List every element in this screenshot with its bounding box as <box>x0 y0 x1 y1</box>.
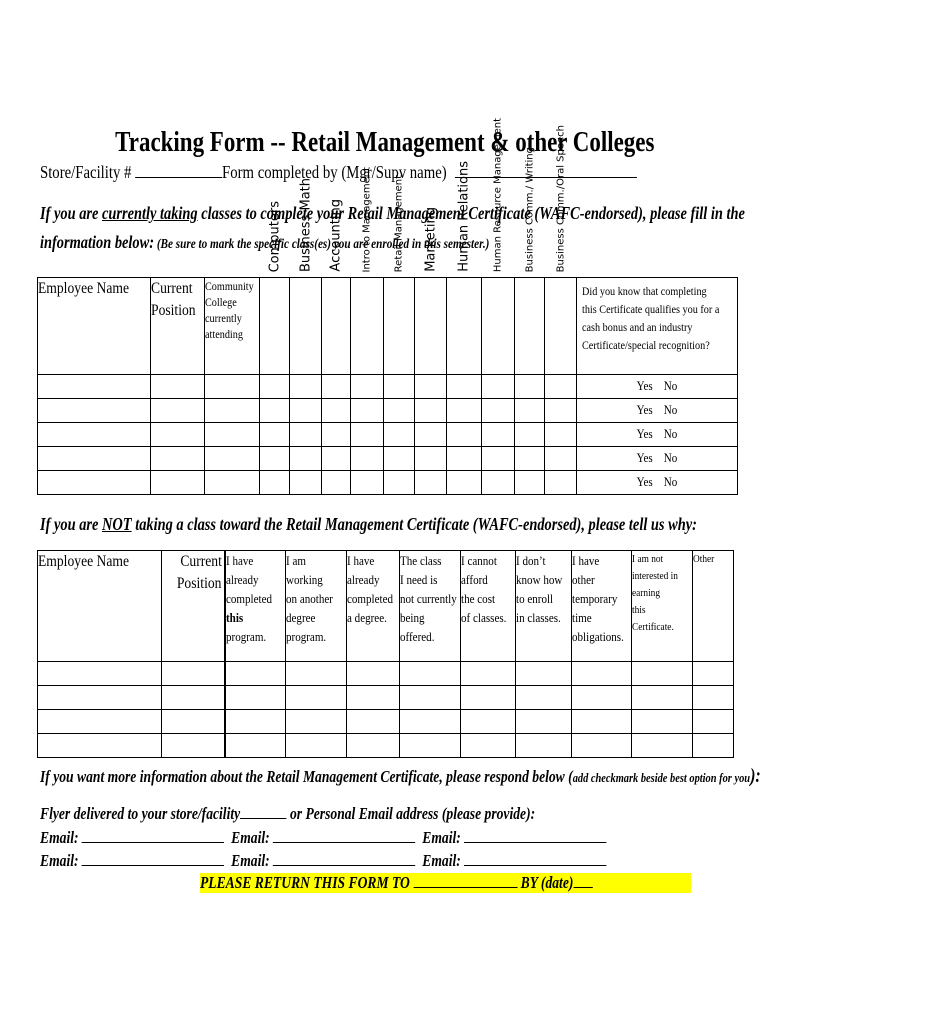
table1-header-row <box>38 278 738 375</box>
class-checkbox[interactable] <box>447 399 482 423</box>
reason-checkbox[interactable] <box>225 686 286 710</box>
reason-other-header: Other <box>693 551 734 662</box>
email-field[interactable] <box>273 829 415 843</box>
reason-working-another-header: I am working on another degree program. <box>286 551 347 662</box>
reason-checkbox[interactable] <box>572 686 632 710</box>
class-checkbox[interactable] <box>322 447 351 471</box>
employee-name-cell[interactable] <box>38 710 162 734</box>
reason-checkbox[interactable] <box>347 662 400 686</box>
class-checkbox[interactable] <box>415 447 447 471</box>
reason-checkbox[interactable] <box>693 686 734 710</box>
position-cell[interactable] <box>151 399 205 423</box>
email-row-2 <box>40 851 748 871</box>
class-checkbox[interactable] <box>447 375 482 399</box>
reason-temp-obligations-header: I have other temporary time obligations. <box>572 551 632 662</box>
reason-cannot-afford-header: I cannot afford the cost of classes. <box>461 551 516 662</box>
class-checkbox[interactable] <box>545 375 577 399</box>
class-header-comm-oral: Business Comm./Oral Speech <box>545 278 577 375</box>
reason-checkbox[interactable] <box>400 686 461 710</box>
employee-name-cell[interactable] <box>38 686 162 710</box>
class-checkbox[interactable] <box>384 423 415 447</box>
college-cell[interactable] <box>205 399 260 423</box>
class-checkbox[interactable] <box>482 423 515 447</box>
class-checkbox[interactable] <box>260 423 290 447</box>
class-checkbox[interactable] <box>290 375 322 399</box>
table-row <box>38 423 738 447</box>
class-checkbox[interactable] <box>415 375 447 399</box>
position-cell[interactable] <box>151 375 205 399</box>
employee-name-header: Employee Name <box>38 551 162 662</box>
class-checkbox[interactable] <box>415 399 447 423</box>
position-cell[interactable] <box>151 447 205 471</box>
reason-checkbox[interactable] <box>632 734 693 758</box>
reason-checkbox[interactable] <box>347 686 400 710</box>
class-checkbox[interactable] <box>447 423 482 447</box>
class-checkbox[interactable] <box>351 471 384 495</box>
class-checkbox[interactable] <box>260 447 290 471</box>
flyer-label: Flyer delivered to your store/facility <box>40 804 241 823</box>
class-checkbox[interactable] <box>415 471 447 495</box>
reason-checkbox[interactable] <box>516 710 572 734</box>
yes-no-choice[interactable]: Yes No <box>577 399 738 423</box>
employee-name-cell[interactable] <box>38 423 151 447</box>
return-form-line: PLEASE RETURN THIS FORM TO BY (date) <box>200 873 691 893</box>
class-checkbox[interactable] <box>351 423 384 447</box>
current-position-header: Current Position <box>162 551 225 662</box>
college-cell[interactable] <box>205 447 260 471</box>
class-checkbox[interactable] <box>447 447 482 471</box>
class-checkbox[interactable] <box>545 471 577 495</box>
class-header-retail-management: Retail Management <box>384 278 415 375</box>
store-facility-field[interactable] <box>135 163 222 178</box>
reason-not-offered-header: The class I need is not currently being offered. <box>400 551 461 662</box>
class-header-computers: Computers <box>260 278 290 375</box>
reason-checkbox[interactable] <box>516 662 572 686</box>
class-checkbox[interactable] <box>515 399 545 423</box>
employee-name-cell[interactable] <box>38 662 162 686</box>
college-cell[interactable] <box>205 375 260 399</box>
position-cell[interactable] <box>162 710 225 734</box>
class-checkbox[interactable] <box>260 375 290 399</box>
class-checkbox[interactable] <box>415 423 447 447</box>
class-checkbox[interactable] <box>482 471 515 495</box>
class-checkbox[interactable] <box>515 375 545 399</box>
position-cell[interactable] <box>151 423 205 447</box>
email-label: Email: <box>422 828 461 847</box>
class-checkbox[interactable] <box>384 399 415 423</box>
more-info-line: If you want more information about the Retail Management Certificate, please respond below (add checkmark beside best option for you): <box>40 765 761 787</box>
reason-checkbox[interactable] <box>400 710 461 734</box>
reason-checkbox[interactable] <box>461 710 516 734</box>
table-row <box>38 375 738 399</box>
class-checkbox[interactable] <box>322 423 351 447</box>
employee-name-header: Employee Name <box>38 278 151 375</box>
yes-no-choice[interactable]: Yes No <box>577 471 738 495</box>
section2-instruction: If you are NOT taking a class toward the Retail Management Certificate (WAFC-endorsed), please tell us why: <box>40 514 697 534</box>
flyer-checkbox-field[interactable] <box>240 805 286 819</box>
page-title: Tracking Form -- Retail Management & other Colleges <box>115 127 655 158</box>
reason-checkbox[interactable] <box>225 710 286 734</box>
table-row <box>38 686 734 710</box>
employee-name-cell[interactable] <box>38 399 151 423</box>
reason-checkbox[interactable] <box>225 662 286 686</box>
employee-name-cell[interactable] <box>38 447 151 471</box>
yes-no-choice[interactable]: Yes No <box>577 375 738 399</box>
email-field[interactable] <box>82 852 224 866</box>
reason-checkbox[interactable] <box>400 734 461 758</box>
manager-name-field[interactable] <box>455 163 637 178</box>
reason-checkbox[interactable] <box>516 686 572 710</box>
reason-checkbox[interactable] <box>347 710 400 734</box>
class-checkbox[interactable] <box>322 375 351 399</box>
class-checkbox[interactable] <box>322 399 351 423</box>
class-header-intro-management: Intro to Management <box>351 278 384 375</box>
yes-no-choice[interactable]: Yes No <box>577 423 738 447</box>
reason-checkbox[interactable] <box>286 710 347 734</box>
reason-checkbox[interactable] <box>632 686 693 710</box>
community-college-header: Community College currently attending <box>205 278 260 375</box>
reason-checkbox[interactable] <box>461 734 516 758</box>
class-checkbox[interactable] <box>260 471 290 495</box>
class-header-human-relations: Human Relations <box>447 278 482 375</box>
reason-checkbox[interactable] <box>572 662 632 686</box>
yes-no-choice[interactable]: Yes No <box>577 447 738 471</box>
class-checkbox[interactable] <box>290 399 322 423</box>
class-checkbox[interactable] <box>260 399 290 423</box>
class-checkbox[interactable] <box>545 447 577 471</box>
reason-checkbox[interactable] <box>693 662 734 686</box>
class-checkbox[interactable] <box>482 375 515 399</box>
section1-instruction-line2: information below: (Be sure to mark the specific class(es) you are enrolled in this semester.) <box>40 232 490 252</box>
position-cell[interactable] <box>162 686 225 710</box>
return-to-field[interactable] <box>413 874 517 888</box>
class-header-business-math: Business Math <box>290 278 322 375</box>
table-row <box>38 471 738 495</box>
class-checkbox[interactable] <box>447 471 482 495</box>
current-position-header: Current Position <box>151 278 205 375</box>
employee-name-cell[interactable] <box>38 734 162 758</box>
flyer-line: Flyer delivered to your store/facility or Personal Email address (please provide): <box>40 804 536 823</box>
reason-checkbox[interactable] <box>693 734 734 758</box>
class-checkbox[interactable] <box>351 447 384 471</box>
reason-checkbox[interactable] <box>572 710 632 734</box>
college-cell[interactable] <box>205 423 260 447</box>
class-checkbox[interactable] <box>290 471 322 495</box>
position-cell[interactable] <box>151 471 205 495</box>
table-row <box>38 734 734 758</box>
reason-have-degree-header: I have already completed a degree. <box>347 551 400 662</box>
reason-checkbox[interactable] <box>347 734 400 758</box>
employee-name-cell[interactable] <box>38 471 151 495</box>
class-checkbox[interactable] <box>384 471 415 495</box>
reason-checkbox[interactable] <box>632 662 693 686</box>
reason-already-completed-header: I have already completed this program. <box>225 551 286 662</box>
reason-checkbox[interactable] <box>461 662 516 686</box>
table-row <box>38 662 734 686</box>
employee-name-cell[interactable] <box>38 375 151 399</box>
completed-by-label: Form completed by (Mgr/Supv name) <box>222 162 447 182</box>
class-checkbox[interactable] <box>322 471 351 495</box>
table-row <box>38 710 734 734</box>
class-checkbox[interactable] <box>515 447 545 471</box>
class-checkbox[interactable] <box>482 447 515 471</box>
reason-checkbox[interactable] <box>572 734 632 758</box>
class-header-accounting: Accounting <box>322 278 351 375</box>
table-row <box>38 447 738 471</box>
class-header-hr-management: Human Resource Management <box>482 278 515 375</box>
reason-checkbox[interactable] <box>286 686 347 710</box>
email-field[interactable] <box>464 829 606 843</box>
email-row-1 <box>40 828 748 848</box>
not-taking-table <box>37 550 734 758</box>
section1-instruction: If you are currently taking classes to complete your Retail Management Certificate (WAFC-endorsed), please fill in the <box>40 203 745 223</box>
table-row <box>38 399 738 423</box>
class-checkbox[interactable] <box>515 423 545 447</box>
email-field[interactable] <box>464 852 606 866</box>
position-cell[interactable] <box>162 734 225 758</box>
class-checkbox[interactable] <box>351 399 384 423</box>
class-header-comm-writing: Business Comm./ Writing <box>515 278 545 375</box>
position-cell[interactable] <box>162 662 225 686</box>
class-checkbox[interactable] <box>545 399 577 423</box>
reason-checkbox[interactable] <box>693 710 734 734</box>
email-field[interactable] <box>273 852 415 866</box>
class-checkbox[interactable] <box>290 447 322 471</box>
reason-not-interested-header: I am not interested in earning this Certificate. <box>632 551 693 662</box>
table2-header-row <box>38 551 734 662</box>
did-you-know-header: Did you know that completing this Certificate qualifies you for a cash bonus and an industry Certificate/special recognition? <box>577 278 738 375</box>
reason-dont-know-header: I don’t know how to enroll in classes. <box>516 551 572 662</box>
college-cell[interactable] <box>205 471 260 495</box>
reason-checkbox[interactable] <box>632 710 693 734</box>
class-checkbox[interactable] <box>290 423 322 447</box>
email-label: Email: <box>422 851 461 870</box>
reason-checkbox[interactable] <box>400 662 461 686</box>
class-checkbox[interactable] <box>384 375 415 399</box>
class-checkbox[interactable] <box>545 423 577 447</box>
reason-checkbox[interactable] <box>225 734 286 758</box>
class-checkbox[interactable] <box>515 471 545 495</box>
reason-checkbox[interactable] <box>516 734 572 758</box>
class-checkbox[interactable] <box>482 399 515 423</box>
email-label: Email: <box>231 828 270 847</box>
email-label: Email: <box>40 828 79 847</box>
class-checkbox[interactable] <box>351 375 384 399</box>
reason-checkbox[interactable] <box>286 662 347 686</box>
email-label: Email: <box>231 851 270 870</box>
return-date-field[interactable] <box>573 874 592 888</box>
class-header-marketing: Marketing <box>415 278 447 375</box>
class-checkbox[interactable] <box>384 447 415 471</box>
email-label: Email: <box>40 851 79 870</box>
store-facility-label: Store/Facility # <box>40 162 132 182</box>
reason-checkbox[interactable] <box>461 686 516 710</box>
reason-checkbox[interactable] <box>286 734 347 758</box>
email-field[interactable] <box>82 829 224 843</box>
